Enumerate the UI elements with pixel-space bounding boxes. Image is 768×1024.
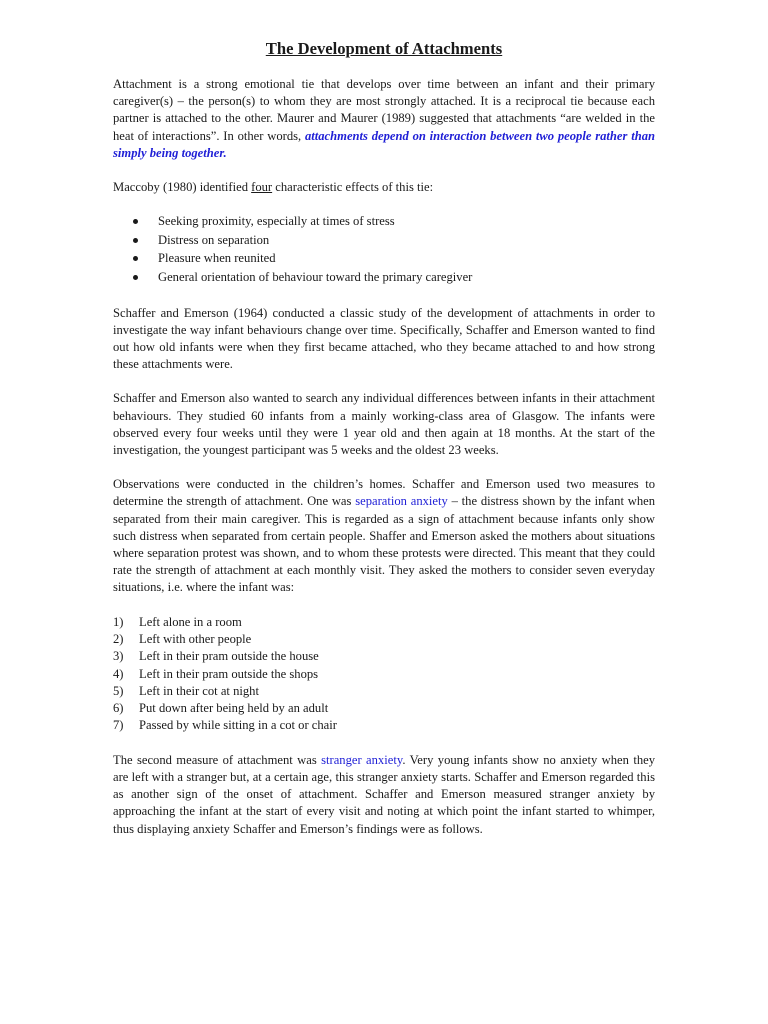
intro-paragraph (113, 76, 655, 162)
situation-item (113, 666, 655, 683)
bullet-icon (133, 256, 138, 261)
situation-item (113, 683, 655, 700)
situation-text: Passed by while sitting in a cot or chair (139, 718, 337, 733)
effect-item (113, 269, 655, 288)
maccoby-before: Maccoby (1980) identified (113, 180, 252, 195)
effect-item (113, 232, 655, 251)
situation-number: 4) (113, 666, 124, 681)
situation-item (113, 614, 655, 631)
effect-text: Pleasure when reunited (158, 251, 276, 266)
schaffer-differences-paragraph: Schaffer and Emerson also wanted to search any individual differences between infants in their attachment behaviours. They studied 60 infants from a mainly working-class area of Glasgow. The infants were observed every four weeks until they were 1 year old and then again at 18 months. At the start of the investigation, the youngest participant was 5 weeks and the oldest 23 weeks. (113, 391, 655, 458)
second-measure-after: . Very young infants show no anxiety when they are left with a stranger but, at a certain age, this stranger anxiety starts. Schaffer and Emerson regarded this as another sign of the onset of attachment. Schaffer and Emerson measured stranger anxiety by approaching the infant at the start of every visit and noting at which point the infant started to whimper, thus displaying anxiety Schaffer and Emerson’s findings were as follows. (113, 752, 656, 836)
situation-text: Left alone in a room (139, 614, 242, 629)
situation-text: Put down after being held by an adult (139, 701, 329, 716)
situation-number: 1) (113, 614, 124, 629)
situation-item (113, 700, 655, 717)
observations-before: Observations were conducted in the children’s homes. Schaffer and Emerson used two measures to determine the strength of attachment. One was (113, 477, 655, 509)
effects-list (113, 213, 655, 287)
document-page (113, 38, 655, 855)
effect-item (113, 250, 655, 269)
bullet-icon (133, 275, 138, 280)
situation-number: 5) (113, 683, 124, 698)
situation-text: Left with other people (139, 631, 252, 646)
effect-text: General orientation of behaviour toward the primary caregiver (158, 270, 473, 284)
intro-text: Attachment is a strong emotional tie that develops over time between an infant and their primary caregiver(s) – the person(s) to whom they are most strongly attached. It is a reciprocal tie because each partner is attached to the other. Maurer and Maurer (1989) suggested that attachments “are welded in the heat of interactions”. In other words, (113, 77, 655, 143)
situation-item (113, 717, 655, 734)
situations-list (113, 614, 655, 735)
effect-item (113, 213, 655, 232)
observations-after: – the distress shown by the infant when separated from their main caregiver. This is regarded as a sign of attachment because infants only show such distress when separated from certain people. Shaffer and Emerson asked the mothers about situations where separation protest was shown, and to whom these protests were directed. This meant that they could rate the strength of attachment at each monthly visit. They asked the mothers to consider seven everyday situations, i.e. where the infant was: (113, 494, 655, 595)
bullet-icon (133, 238, 138, 243)
stranger-anxiety-term: stranger anxiety (321, 752, 403, 767)
situation-item (113, 648, 655, 665)
observations-paragraph (113, 476, 655, 596)
situation-text: Left in their pram outside the shops (139, 666, 319, 681)
situation-number: 6) (113, 701, 124, 716)
stranger-anxiety-paragraph (113, 752, 655, 838)
effect-text: Distress on separation (158, 232, 270, 247)
maccoby-paragraph (113, 179, 655, 196)
intro-emphasis: attachments depend on interaction between two people rather than simply being together. (113, 128, 655, 160)
maccoby-underlined: four (251, 180, 273, 195)
separation-anxiety-term: separation anxiety (355, 494, 448, 509)
second-measure-before: The second measure of attachment was (113, 752, 322, 767)
situation-number: 2) (113, 631, 124, 646)
bullet-icon (133, 219, 138, 224)
situation-number: 3) (113, 649, 124, 664)
situation-text: Left in their cot at night (139, 683, 259, 698)
situation-number: 7) (113, 718, 124, 733)
schaffer-study-paragraph: Schaffer and Emerson (1964) conducted a classic study of the development of attachments in order to investigate the way infant behaviours change over time. Specifically, Schaffer and Emerson wanted to find out how old infants were when they first became attached, who they became attached to and how strong these attachments were. (113, 305, 655, 372)
effect-text: Seeking proximity, especially at times of stress (158, 214, 395, 229)
document-title: The Development of Attachments (265, 39, 503, 58)
situation-item (113, 631, 655, 648)
situation-text: Left in their pram outside the house (139, 649, 319, 664)
maccoby-after: characteristic effects of this tie: (272, 180, 434, 195)
